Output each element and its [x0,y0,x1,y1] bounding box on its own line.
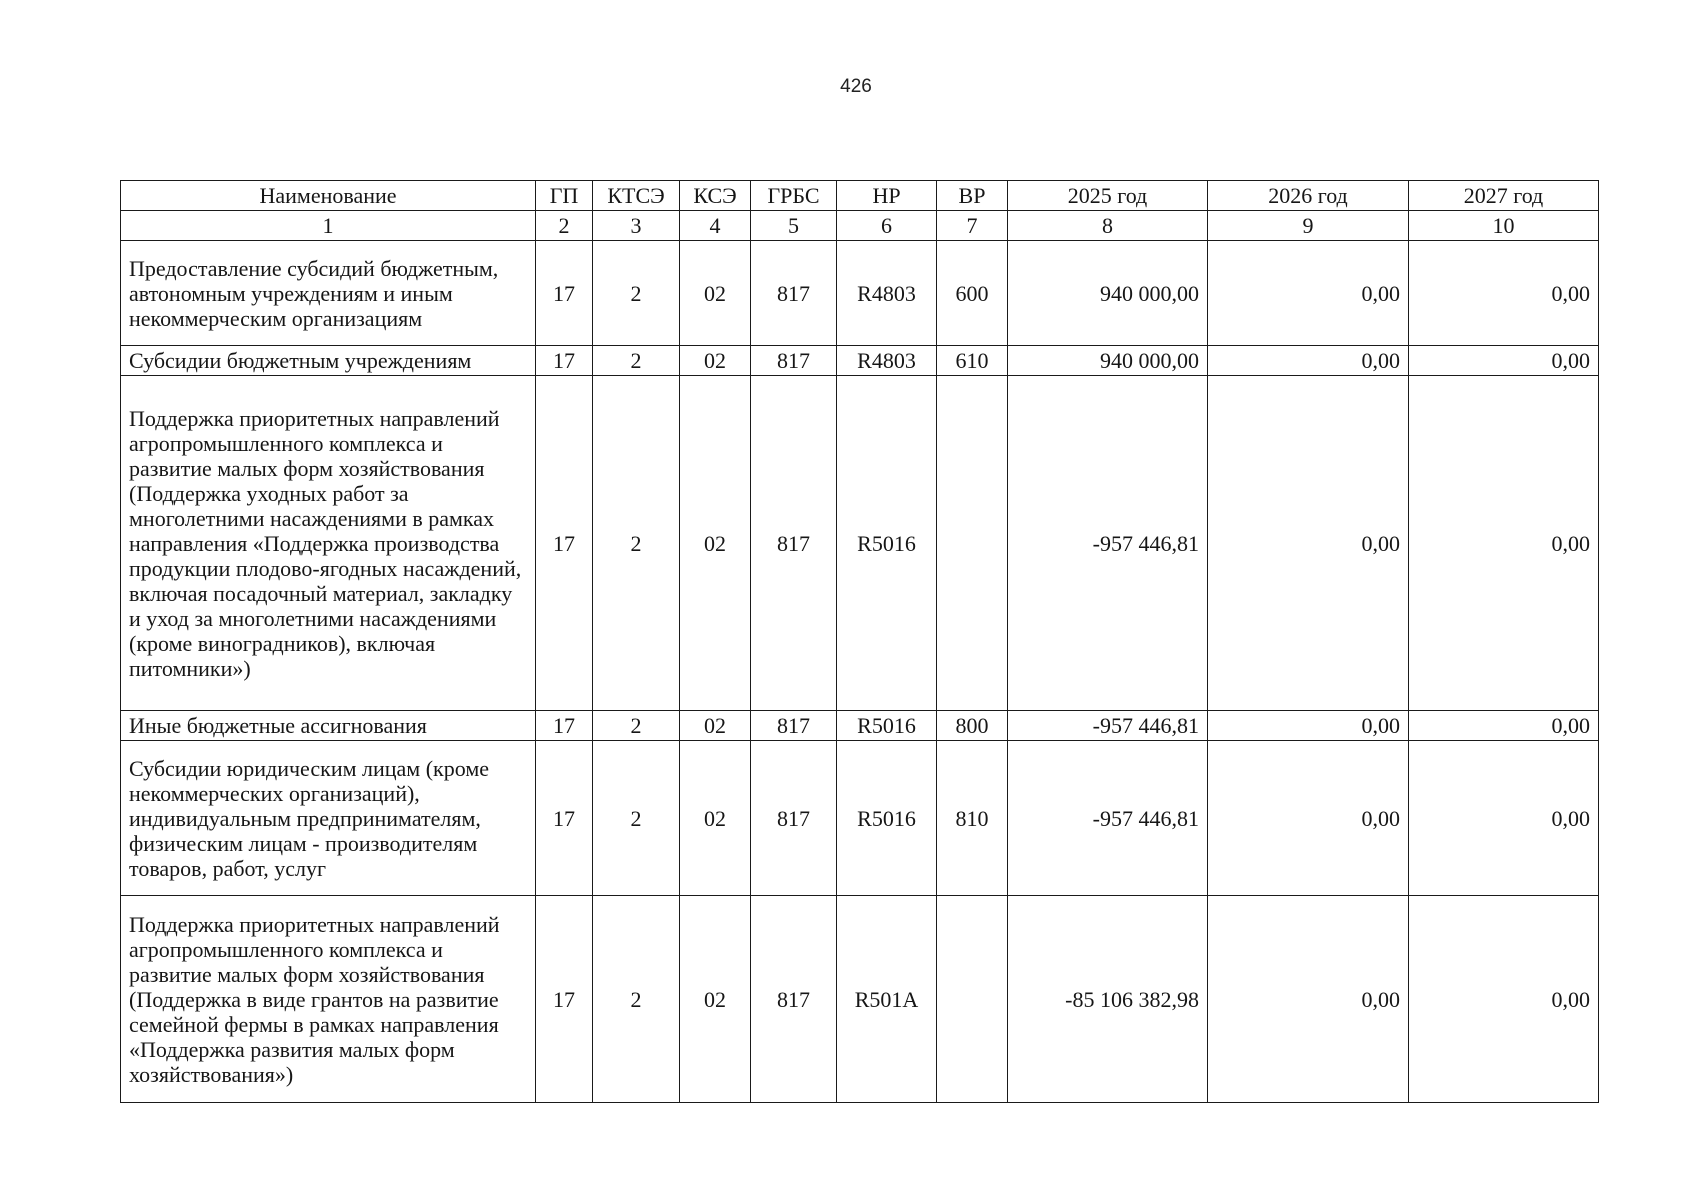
row-nr: R501A [837,896,937,1103]
row-2026: 0,00 [1208,896,1409,1103]
row-2026: 0,00 [1208,741,1409,896]
row-2027: 0,00 [1409,241,1599,346]
row-ktse: 2 [593,241,680,346]
header-nr: НР [837,181,937,211]
row-gp: 17 [536,376,593,711]
table-row [121,241,1599,346]
row-2025: -85 106 382,98 [1008,896,1208,1103]
row-nr: R4803 [837,346,937,376]
table-row [121,896,1599,1103]
row-gp: 17 [536,896,593,1103]
row-kse: 02 [680,896,751,1103]
row-2025: -957 446,81 [1008,376,1208,711]
header-grbs: ГРБС [751,181,837,211]
row-2026: 0,00 [1208,711,1409,741]
page-number: 426 [840,76,872,97]
row-name: Поддержка приоритетных направлений агропромышленного комплекса и развитие малых форм хозяйствования (Поддержка в виде грантов на развитие семейной фермы в рамках направления «Поддержка развития малых форм хозяйствования») [121,896,536,1103]
budget-table [120,180,1599,1103]
table-row [121,741,1599,896]
row-name: Субсидии бюджетным учреждениям [121,346,536,376]
row-nr: R4803 [837,241,937,346]
row-grbs: 817 [751,741,837,896]
row-ktse: 2 [593,346,680,376]
table-row [121,376,1599,711]
header-2027: 2027 год [1409,181,1599,211]
row-ktse: 2 [593,896,680,1103]
row-name: Субсидии юридическим лицам (кроме некоммерческих организаций), индивидуальным предпринимателям, физическим лицам - производителям товаров, работ, услуг [121,741,536,896]
header-row [121,181,1599,211]
row-gp: 17 [536,346,593,376]
row-kse: 02 [680,711,751,741]
row-grbs: 817 [751,346,837,376]
row-ktse: 2 [593,711,680,741]
table-row [121,346,1599,376]
row-vr: 610 [937,346,1008,376]
row-gp: 17 [536,711,593,741]
row-gp: 17 [536,741,593,896]
row-2027: 0,00 [1409,896,1599,1103]
row-name: Предоставление субсидий бюджетным, автономным учреждениям и иным некоммерческим организациям [121,241,536,346]
row-kse: 02 [680,376,751,711]
row-vr: 800 [937,711,1008,741]
header-gp: ГП [536,181,593,211]
row-nr: R5016 [837,376,937,711]
row-ktse: 2 [593,376,680,711]
header-ktse: КТСЭ [593,181,680,211]
column-number: 8 [1008,211,1208,241]
column-number: 7 [937,211,1008,241]
row-vr: 600 [937,241,1008,346]
row-2026: 0,00 [1208,241,1409,346]
table-row [121,711,1599,741]
row-2026: 0,00 [1208,376,1409,711]
row-nr: R5016 [837,741,937,896]
column-number: 10 [1409,211,1599,241]
column-number: 2 [536,211,593,241]
row-vr [937,376,1008,711]
row-grbs: 817 [751,711,837,741]
header-2025: 2025 год [1008,181,1208,211]
table-body [121,241,1599,1103]
table-header [121,181,1599,241]
row-2027: 0,00 [1409,741,1599,896]
row-vr [937,896,1008,1103]
column-number: 5 [751,211,837,241]
column-number: 4 [680,211,751,241]
column-number: 6 [837,211,937,241]
column-number: 9 [1208,211,1409,241]
column-number: 3 [593,211,680,241]
row-kse: 02 [680,346,751,376]
row-grbs: 817 [751,241,837,346]
row-kse: 02 [680,741,751,896]
header-name: Наименование [121,181,536,211]
header-2026: 2026 год [1208,181,1409,211]
row-2025: -957 446,81 [1008,741,1208,896]
row-nr: R5016 [837,711,937,741]
row-2027: 0,00 [1409,346,1599,376]
row-2025: -957 446,81 [1008,711,1208,741]
header-vr: ВР [937,181,1008,211]
row-2027: 0,00 [1409,711,1599,741]
row-grbs: 817 [751,376,837,711]
column-number-row [121,211,1599,241]
header-kse: КСЭ [680,181,751,211]
row-2026: 0,00 [1208,346,1409,376]
row-vr: 810 [937,741,1008,896]
row-ktse: 2 [593,741,680,896]
column-number: 1 [121,211,536,241]
row-2025: 940 000,00 [1008,346,1208,376]
row-gp: 17 [536,241,593,346]
row-kse: 02 [680,241,751,346]
row-name: Поддержка приоритетных направлений агропромышленного комплекса и развитие малых форм хозяйствования (Поддержка уходных работ за многолетними насаждениями в рамках направления «Поддержка производства продукции плодово-ягодных насаждений, включая посадочный материал, закладку и уход за многолетними насаждениями (кроме виноградников), включая питомники») [121,376,536,711]
row-2025: 940 000,00 [1008,241,1208,346]
row-2027: 0,00 [1409,376,1599,711]
row-name: Иные бюджетные ассигнования [121,711,536,741]
row-grbs: 817 [751,896,837,1103]
